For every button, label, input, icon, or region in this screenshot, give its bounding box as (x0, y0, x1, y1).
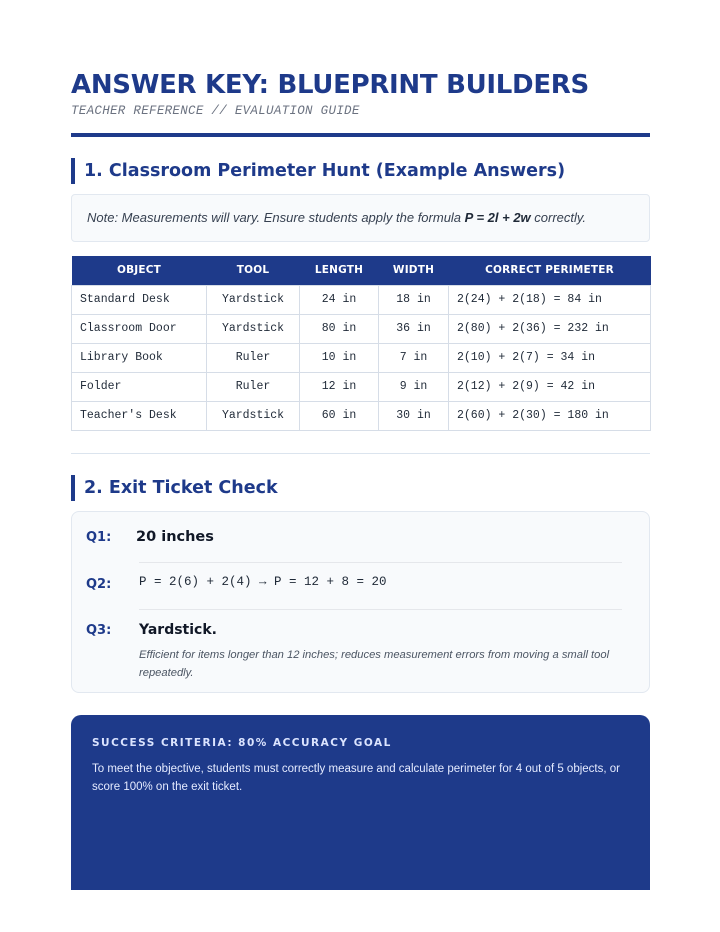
table-row (72, 343, 651, 372)
q3-label: Q3: (86, 623, 112, 638)
page-subtitle: TEACHER REFERENCE // EVALUATION GUIDE (71, 104, 360, 118)
cell-perimeter: 2(24) + 2(18) = 84 in (449, 285, 651, 314)
col-header-object: OBJECT (72, 256, 207, 285)
success-criteria-text: To meet the objective, students must correctly measure and calculate perimeter for 4 out of 5 objects, or score 100% on the exit ticket. (92, 763, 620, 793)
cell-tool: Yardstick (207, 401, 300, 430)
table-header-row (72, 256, 651, 285)
cell-width: 18 in (379, 285, 449, 314)
cell-length: 10 in (300, 343, 379, 372)
col-header-length: LENGTH (300, 256, 379, 285)
perimeter-table (71, 256, 651, 431)
cell-width: 36 in (379, 314, 449, 343)
cell-object: Classroom Door (72, 314, 207, 343)
col-header-width: WIDTH (379, 256, 449, 285)
q2-label: Q2: (86, 577, 112, 592)
exit-ticket-answers (71, 511, 650, 693)
cell-tool: Yardstick (207, 314, 300, 343)
cell-object: Library Book (72, 343, 207, 372)
table-row (72, 401, 651, 430)
cell-object: Folder (72, 372, 207, 401)
cell-tool: Ruler (207, 372, 300, 401)
page-title: ANSWER KEY: BLUEPRINT BUILDERS (71, 70, 589, 100)
section-divider (71, 453, 650, 454)
q3-explanation: Efficient for items longer than 12 inches; reduces measurement errors from moving a small tool repeatedly. (139, 649, 610, 679)
cell-length: 60 in (300, 401, 379, 430)
cell-object: Teacher's Desk (72, 401, 207, 430)
q1-answer: 20 inches (136, 529, 214, 545)
cell-perimeter: 2(60) + 2(30) = 180 in (449, 401, 651, 430)
note-formula: P = 2l + 2w (464, 210, 531, 225)
q2-answer: P = 2(6) + 2(4) → P = 12 + 8 = 20 (139, 575, 387, 589)
header-divider (71, 133, 650, 137)
cell-perimeter: 2(12) + 2(9) = 42 in (449, 372, 651, 401)
col-header-tool: TOOL (207, 256, 300, 285)
success-criteria-panel (71, 715, 650, 890)
table-row (72, 285, 651, 314)
success-criteria-title: SUCCESS CRITERIA: 80% ACCURACY GOAL (92, 737, 392, 749)
cell-perimeter: 2(80) + 2(36) = 232 in (449, 314, 651, 343)
table-row (72, 372, 651, 401)
section-2-title: 2. Exit Ticket Check (71, 475, 278, 501)
cell-perimeter: 2(10) + 2(7) = 34 in (449, 343, 651, 372)
note-suffix: correctly. (530, 210, 587, 225)
col-header-perimeter: CORRECT PERIMETER (449, 256, 651, 285)
measurement-note (71, 194, 650, 242)
q3-answer: Yardstick. (139, 622, 217, 638)
question-separator (139, 562, 622, 563)
section-1-title: 1. Classroom Perimeter Hunt (Example Answers) (71, 158, 565, 184)
cell-length: 80 in (300, 314, 379, 343)
cell-length: 24 in (300, 285, 379, 314)
cell-width: 7 in (379, 343, 449, 372)
question-separator (139, 609, 622, 610)
table-row (72, 314, 651, 343)
note-prefix: Note: Measurements will vary. Ensure students apply the formula (87, 210, 465, 225)
q1-label: Q1: (86, 530, 112, 545)
cell-width: 9 in (379, 372, 449, 401)
cell-tool: Ruler (207, 343, 300, 372)
cell-object: Standard Desk (72, 285, 207, 314)
cell-width: 30 in (379, 401, 449, 430)
cell-length: 12 in (300, 372, 379, 401)
cell-tool: Yardstick (207, 285, 300, 314)
